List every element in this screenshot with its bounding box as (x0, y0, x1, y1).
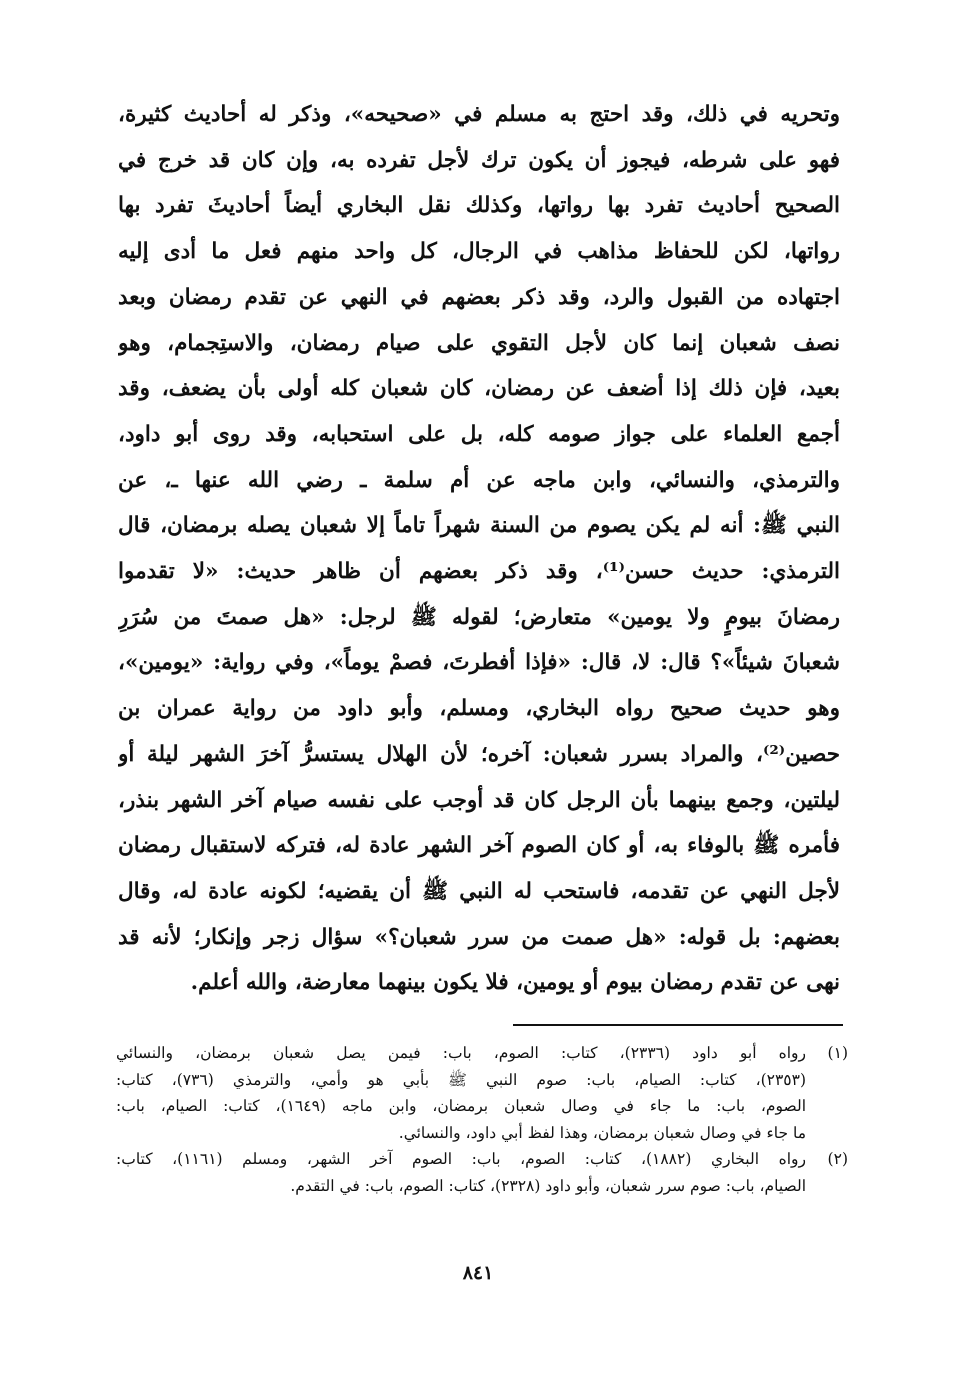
footnote-line: (٢٣٥٣)، كتاب: الصيام، باب: صوم النبي ﷺ بأبي هو وأمي، والترمذي (٧٣٦)، كتاب: (116, 1070, 806, 1089)
text-line: رمضانَ بيومٍ ولا يومين» متعارض؛ لقوله ﷺ لرجل: «هل صمتَ من سُرَرِ (118, 604, 840, 630)
text-line: ليلتين، وجمع بينهما بأن الرجل كان قد أوجب على نفسه صيام آخر الشهر بنذر، (118, 787, 840, 813)
text-line: أجمع العلماء على جواز صومه كله، بل على استحبابه، وقد روى أبو داود، (118, 421, 840, 447)
footnotes (116, 1040, 848, 1199)
footnote-line: الصوم، باب: ما جاء في وصال شعبان برمضان، وابن ماجه (١٦٤٩)، كتاب: الصيام، باب: (116, 1097, 806, 1115)
footnote-1 (116, 1040, 848, 1146)
text-line: لأجل النهي عن تقدمه، فاستحب له النبي ﷺ أن يقضيه؛ لكونه عادة له، وقال (118, 878, 840, 904)
text-line: شعبانَ شيئاً»؟ قال: لا، قال: «فإذا أفطرتَ، فصمْ يوماً»، وفي رواية: «يومين»، (118, 650, 840, 676)
footnote-line: ما جاء في وصال شعبان برمضان، وهذا لفظ أبي داود، والنسائي. (398, 1123, 806, 1142)
footnote-2 (116, 1146, 848, 1199)
text-line: حصين⁽²⁾، والمراد بسرر شعبان: آخره؛ لأن الهلال يستسرُّ آخرَ الشهر ليلة أو (118, 741, 840, 767)
text-line: نهى عن تقدم رمضان بيوم أو يومين، فلا يكون بينهما معارضة، والله أعلم. (190, 970, 840, 996)
text-line: والترمذي، والنسائي، وابن ماجه عن أم سلمة ـ رضي الله عنها ـ، عن (118, 467, 840, 493)
text-line: فهو على شرطه، فيجوز أن يكون ترك لأجل تفرده به، وإن كان قد خرج في (118, 147, 840, 173)
footnote-number: (١) (827, 1044, 848, 1062)
text-line: بعضهم: بل قوله: «هل صمت من سرر شعبان؟» سؤال زجر وإنكار؛ لأنه قد (118, 924, 840, 950)
text-line: نصف شعبان إنما كان لأجل التقوي على صيام رمضان، والاستِجمام، وهو (118, 330, 840, 356)
footnote-line: رواه أبو داود (٢٣٣٦)، كتاب: الصوم، باب: فيمن يصل شعبان برمضان، والنسائي (116, 1044, 806, 1062)
page-number: ٨٤١ (462, 1262, 494, 1284)
text-line: اجتهاده من القبول والرد، وقد ذكر بعضهم في النهي عن تقدم رمضان وبعد (118, 284, 840, 310)
footnote-line: رواه البخاري (١٨٨٢)، كتاب: الصوم، باب: الصوم آخر الشهر، ومسلم (١١٦١)، كتاب: (116, 1150, 806, 1168)
text-line: بعيد، فإن ذلك إذا أضعف عن رمضان، كان شعبان كله أولى بأن يضعف، وقد (118, 376, 840, 402)
text-line: الصحيح أحاديث تفرد بها رواتها، وكذلك نقل البخاري أيضاً أحاديثَ تفرد بها (118, 193, 840, 219)
footnote-number: (٢) (827, 1150, 848, 1168)
text-line: فأمره ﷺ بالوفاء به، أو كان الصوم آخر الشهر عادة له، فتركه لاستقبال رمضان (118, 833, 840, 859)
text-line: النبي ﷺ: أنه لم يكن يصوم من السنة شهراً تاماً إلا شعبان يصله برمضان، قال (118, 513, 840, 539)
footnote-line: الصيام، باب: صوم سرر شعبان، وأبو داود (٢٣٢٨)، كتاب: الصوم، باب: في التقدم. (290, 1176, 806, 1195)
text-line: وهو حديث صحيح رواه البخاري، ومسلم، وأبو داود من رواية عمران بن (118, 696, 840, 722)
footnote-separator (513, 1024, 843, 1026)
text-line: الترمذي: حديث حسن⁽¹⁾، وقد ذكر بعضهم أن ظاهر حديث: «لا تقدموا (118, 559, 840, 585)
text-line: رواتها، لكن للحفاظ مذاهب في الرجال، كل واحد منهم فعل ما أدى إليه (118, 239, 840, 265)
main-text-block (118, 92, 840, 1006)
text-line: وتحريه في ذلك، وقد احتج به مسلم في «صحيحه»، وذكر له أحاديث كثيرة، (118, 102, 840, 127)
